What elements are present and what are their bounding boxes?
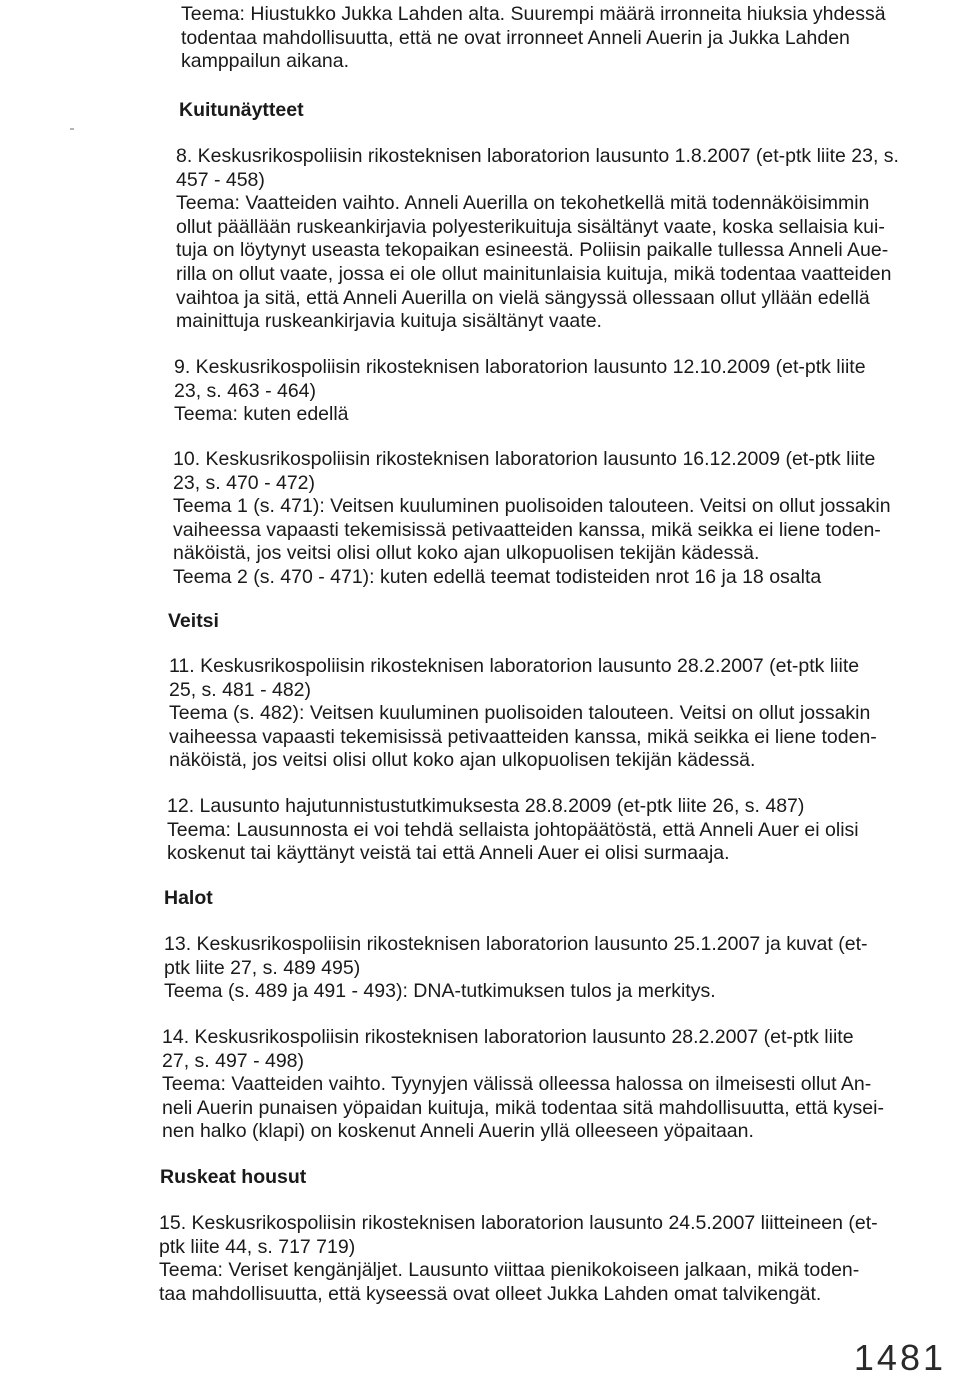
text-line: vaihtoa ja sitä, että Anneli Auerilla on vielä sängyssä ollessaan ollut yllään edellä xyxy=(176,286,870,309)
text-line: 25, s. 481 - 482) xyxy=(169,678,312,701)
text-line: koskenut tai käyttänyt veistä tai että Anneli Auer ei olisi surmaaja. xyxy=(167,842,730,865)
text-line: tuja on löytynyt useasta tekopaikan esineestä. Poliisin paikalle tullessa Anneli Aue- xyxy=(176,239,889,262)
evidence-item-8 xyxy=(176,145,899,334)
evidence-item-13 xyxy=(164,933,867,1004)
text-line: 9. Keskusrikospoliisin rikosteknisen laboratorion lausunto 12.10.2009 (et-ptk liite xyxy=(174,356,866,378)
evidence-item-9 xyxy=(174,356,866,427)
text-line: ollut päällään ruskeankirjavia polyesterikuituja sisältänyt vaate, koska sellaisia kui- xyxy=(176,215,885,238)
text-line: Teema: Vaatteiden vaihto. Tyynyjen välissä olleessa halossa on ilmeisesti ollut An- xyxy=(162,1073,872,1096)
text-line: 27, s. 497 - 498) xyxy=(162,1049,305,1072)
text-line: taa mahdollisuutta, että kyseessä ovat olleet Jukka Lahden omat talvikengät. xyxy=(159,1282,822,1305)
text-line: Teema (s. 482): Veitsen kuuluminen puolisoiden talouteen. Veitsi on ollut jossakin xyxy=(169,702,871,725)
text-line: 457 - 458) xyxy=(176,168,265,191)
section-heading-kuitunaytteet: Kuitunäytteet xyxy=(179,99,304,121)
evidence-item-12 xyxy=(167,795,859,866)
text-line: Teema: Hiustukko Jukka Lahden alta. Suurempi määrä irronneita hiuksia yhdessä xyxy=(181,3,886,25)
section-heading-halot: Halot xyxy=(164,887,213,909)
text-line: 13. Keskusrikospoliisin rikosteknisen laboratorion lausunto 25.1.2007 ja kuvat (et- xyxy=(164,933,868,955)
text-line: rilla on ollut vaate, jossa ei ole ollut mainitunlaisia kuituja, mikä todentaa vaatteiden xyxy=(176,262,892,285)
evidence-item-15 xyxy=(159,1212,878,1306)
evidence-item-10 xyxy=(173,448,891,590)
text-line: todentaa mahdollisuutta, että ne ovat irronneet Anneli Auerin ja Jukka Lahden xyxy=(181,26,850,49)
text-line: neli Auerin punaisen yöpaidan kuituja, mikä todentaa sitä mahdollisuutta, että kysei- xyxy=(162,1096,884,1119)
text-line: 14. Keskusrikospoliisin rikosteknisen laboratorion lausunto 28.2.2007 (et-ptk liite xyxy=(162,1026,854,1048)
text-line: Teema: Vaatteiden vaihto. Anneli Auerilla on tekohetkellä mitä todennäköisimmin xyxy=(176,192,870,215)
text-line: 15. Keskusrikospoliisin rikosteknisen laboratorion lausunto 24.5.2007 liitteineen (et- xyxy=(159,1212,878,1234)
text-line: 10. Keskusrikospoliisin rikosteknisen laboratorion lausunto 16.12.2009 (et-ptk liite xyxy=(173,448,876,470)
text-line: 8. Keskusrikospoliisin rikosteknisen laboratorion lausunto 1.8.2007 (et-ptk liite 23, s. xyxy=(176,145,899,167)
scan-speck xyxy=(70,128,74,130)
evidence-item-14 xyxy=(162,1026,884,1144)
text-line: ptk liite 44, s. 717 719) xyxy=(159,1235,356,1258)
evidence-item-11 xyxy=(169,655,877,773)
section-heading-ruskeat-housut: Ruskeat housut xyxy=(160,1166,307,1188)
text-line: 23, s. 463 - 464) xyxy=(174,379,317,402)
text-line: 12. Lausunto hajutunnistustutkimuksesta 28.8.2009 (et-ptk liite 26, s. 487) xyxy=(167,795,805,817)
text-line: näköistä, jos veitsi olisi ollut koko ajan ulkopuolisen tekijän kädessä. xyxy=(169,749,756,772)
text-line: kamppailun aikana. xyxy=(181,50,350,73)
text-line: ptk liite 27, s. 489 495) xyxy=(164,956,361,979)
text-line: 23, s. 470 - 472) xyxy=(173,471,316,494)
section-heading-veitsi: Veitsi xyxy=(168,610,219,632)
text-line: 11. Keskusrikospoliisin rikosteknisen laboratorion lausunto 28.2.2007 (et-ptk liite xyxy=(169,655,860,677)
text-line: Teema 2 (s. 470 - 471): kuten edellä teemat todisteiden nrot 16 ja 18 osalta xyxy=(173,565,822,588)
text-line: näköistä, jos veitsi olisi ollut koko ajan ulkopuolisen tekijän kädessä. xyxy=(173,542,760,565)
text-line: Teema: kuten edellä xyxy=(174,403,349,426)
text-line: mainittuja ruskeankirjavia kuituja sisältänyt vaate. xyxy=(176,310,602,333)
text-line: Teema 1 (s. 471): Veitsen kuuluminen puolisoiden talouteen. Veitsi on ollut jossakin xyxy=(173,495,891,518)
text-line: Teema: Veriset kengänjäljet. Lausunto viittaa pienikokoiseen jalkaan, mikä toden- xyxy=(159,1259,860,1282)
intro-paragraph xyxy=(181,3,886,74)
text-line: Teema: Lausunnosta ei voi tehdä sellaista johtopäätöstä, että Anneli Auer ei olisi xyxy=(167,818,859,841)
text-line: Teema (s. 489 ja 491 - 493): DNA-tutkimuksen tulos ja merkitys. xyxy=(164,980,716,1003)
text-line: nen halko (klapi) on koskenut Anneli Auerin yllä olleeseen yöpaitaan. xyxy=(162,1120,754,1143)
text-line: vaiheessa vapaasti tekemisissä petivaatteiden kanssa, mikä seikka ei liene toden- xyxy=(169,725,877,748)
page-number: 1481 xyxy=(853,1337,946,1378)
text-line: vaiheessa vapaasti tekemisissä petivaatteiden kanssa, mikä seikka ei liene toden- xyxy=(173,518,881,541)
